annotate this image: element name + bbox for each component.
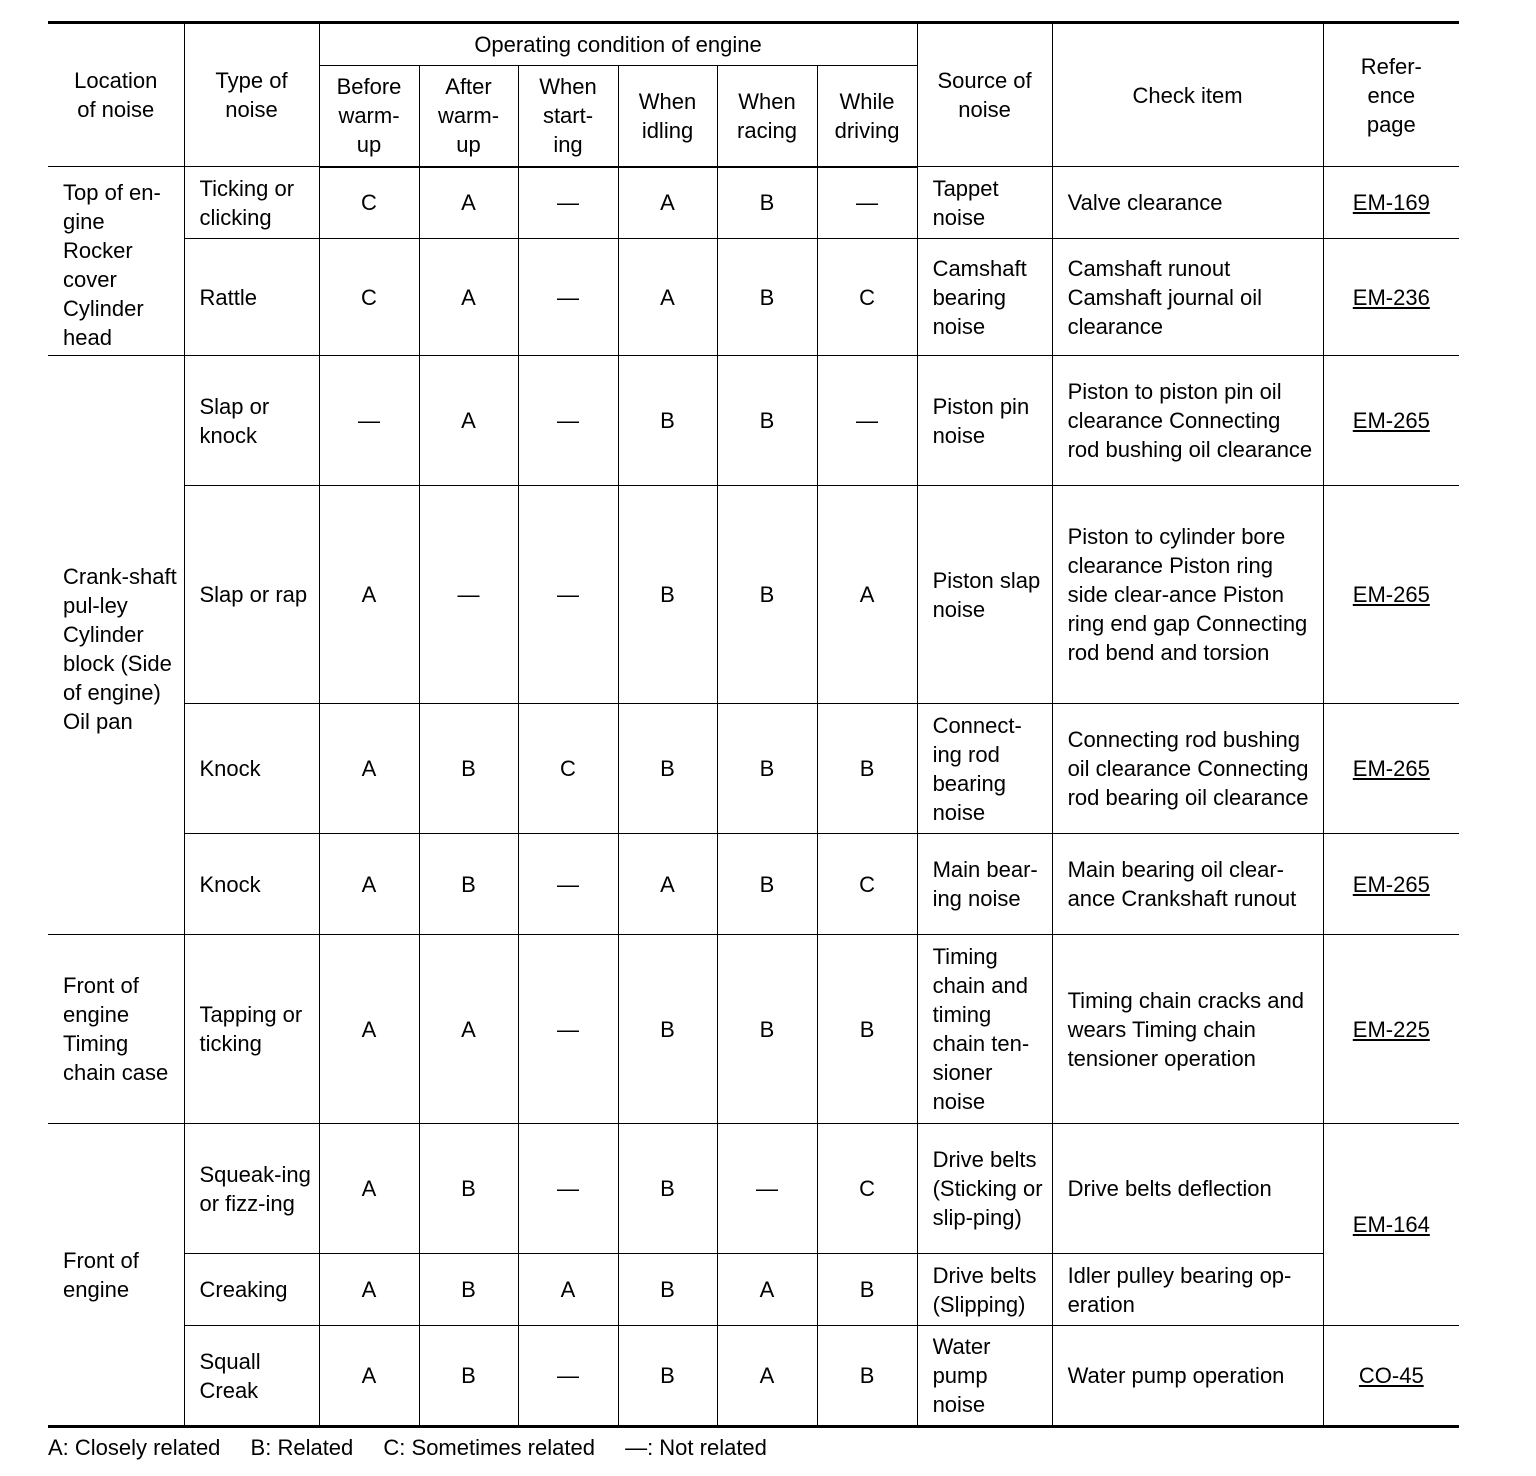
condition-after-warmup: B bbox=[419, 834, 518, 935]
check-item-cell: Piston to piston pin oil clearance Connecting rod bushing oil clearance bbox=[1052, 356, 1323, 486]
condition-while-driving: B bbox=[817, 1254, 917, 1326]
condition-before-warmup: A bbox=[319, 1254, 419, 1326]
condition-after-warmup: A bbox=[419, 935, 518, 1124]
condition-when-racing: B bbox=[717, 239, 817, 356]
check-item-cell: Drive belts deflection bbox=[1052, 1124, 1323, 1254]
condition-when-idling: B bbox=[618, 1254, 717, 1326]
reference-link[interactable]: EM-265 bbox=[1352, 756, 1430, 781]
noise-source-cell: Timing chain and timing chain ten-sioner noise bbox=[917, 935, 1052, 1124]
check-item-cell: Idler pulley bearing op-eration bbox=[1052, 1254, 1323, 1326]
table-row bbox=[48, 1326, 1459, 1427]
condition-while-driving: C bbox=[817, 834, 917, 935]
condition-before-warmup: A bbox=[319, 1124, 419, 1254]
reference-link[interactable]: EM-225 bbox=[1352, 1016, 1430, 1042]
condition-while-driving: C bbox=[817, 239, 917, 356]
header-operating-condition: Operating condition of engine bbox=[319, 23, 917, 66]
condition-after-warmup: A bbox=[419, 356, 518, 486]
condition-while-driving: — bbox=[817, 167, 917, 239]
noise-source-cell: Tappet noise bbox=[917, 167, 1052, 239]
noise-source-cell: Water pump noise bbox=[917, 1326, 1052, 1427]
condition-before-warmup: C bbox=[319, 239, 419, 356]
header-source: Source of noise bbox=[917, 23, 1052, 167]
reference-link[interactable]: EM-265 bbox=[1352, 871, 1430, 897]
condition-when-racing: B bbox=[717, 167, 817, 239]
condition-while-driving: B bbox=[817, 704, 917, 834]
legend-closely-related: A: Closely related bbox=[48, 1435, 221, 1460]
table-row bbox=[48, 704, 1459, 834]
table-row bbox=[48, 1124, 1459, 1254]
condition-when-idling: B bbox=[618, 935, 717, 1124]
condition-after-warmup: B bbox=[419, 1124, 518, 1254]
reference-page-cell bbox=[1323, 167, 1459, 239]
reference-link[interactable]: EM-164 bbox=[1352, 1212, 1430, 1237]
condition-when-idling: A bbox=[618, 167, 717, 239]
noise-source-cell: Piston pin noise bbox=[917, 356, 1052, 486]
header-check-item: Check item bbox=[1052, 23, 1323, 167]
noise-type-cell: Knock bbox=[184, 834, 319, 935]
legend bbox=[48, 1434, 791, 1462]
condition-when-starting: — bbox=[518, 1326, 618, 1427]
check-item-cell: Connecting rod bushing oil clearance Connecting rod bearing oil clearance bbox=[1052, 704, 1323, 834]
condition-before-warmup: A bbox=[319, 704, 419, 834]
engine-noise-table bbox=[48, 21, 1459, 1428]
location-cell: Crank-shaft pul-ley Cylinder block (Side of engine) Oil pan bbox=[48, 356, 184, 935]
condition-when-idling: B bbox=[618, 1326, 717, 1427]
condition-when-starting: — bbox=[518, 834, 618, 935]
condition-when-starting: — bbox=[518, 1124, 618, 1254]
condition-when-idling: A bbox=[618, 834, 717, 935]
condition-while-driving: B bbox=[817, 1326, 917, 1427]
condition-while-driving: — bbox=[817, 356, 917, 486]
condition-before-warmup: C bbox=[319, 167, 419, 239]
condition-when-starting: — bbox=[518, 935, 618, 1124]
condition-when-racing: B bbox=[717, 704, 817, 834]
condition-while-driving: B bbox=[817, 935, 917, 1124]
condition-before-warmup: A bbox=[319, 1326, 419, 1427]
check-item-cell: Camshaft runout Camshaft journal oil clearance bbox=[1052, 239, 1323, 356]
condition-when-racing: B bbox=[717, 834, 817, 935]
location-cell: Front of engine Timing chain case bbox=[48, 935, 184, 1124]
header-type: Type of noise bbox=[184, 23, 319, 167]
noise-type-cell: Rattle bbox=[184, 239, 319, 356]
reference-page-cell bbox=[1323, 935, 1459, 1124]
table-row bbox=[48, 1254, 1459, 1326]
table-row bbox=[48, 834, 1459, 935]
header-when-starting: When start-ing bbox=[518, 66, 618, 167]
condition-after-warmup: A bbox=[419, 167, 518, 239]
noise-source-cell: Camshaft bearing noise bbox=[917, 239, 1052, 356]
location-cell: Top of en-gine Rocker cover Cylinder head bbox=[48, 167, 184, 356]
condition-when-starting: — bbox=[518, 167, 618, 239]
condition-when-starting: — bbox=[518, 356, 618, 486]
condition-after-warmup: B bbox=[419, 704, 518, 834]
condition-when-racing: B bbox=[717, 486, 817, 704]
header-location: Location of noise bbox=[48, 23, 184, 167]
noise-type-cell: Slap or knock bbox=[184, 356, 319, 486]
condition-when-idling: B bbox=[618, 356, 717, 486]
check-item-cell: Water pump operation bbox=[1052, 1326, 1323, 1427]
condition-after-warmup: — bbox=[419, 486, 518, 704]
table-row bbox=[48, 356, 1459, 486]
noise-source-cell: Main bear-ing noise bbox=[917, 834, 1052, 935]
condition-when-starting: C bbox=[518, 704, 618, 834]
condition-when-idling: B bbox=[618, 486, 717, 704]
noise-source-cell: Drive belts (Sticking or slip-ping) bbox=[917, 1124, 1052, 1254]
reference-link[interactable]: EM-169 bbox=[1352, 190, 1430, 215]
legend-related: B: Related bbox=[250, 1435, 354, 1460]
noise-type-cell: Tapping or ticking bbox=[184, 935, 319, 1124]
condition-when-starting: A bbox=[518, 1254, 618, 1326]
condition-after-warmup: B bbox=[419, 1254, 518, 1326]
condition-while-driving: A bbox=[817, 486, 917, 704]
noise-type-cell: Knock bbox=[184, 704, 319, 834]
header-before-warmup: Before warm-up bbox=[319, 66, 419, 167]
reference-page-cell bbox=[1323, 239, 1459, 356]
noise-type-cell: Squall Creak bbox=[184, 1326, 319, 1427]
condition-when-starting: — bbox=[518, 486, 618, 704]
condition-before-warmup: A bbox=[319, 486, 419, 704]
reference-link[interactable]: CO-45 bbox=[1358, 1363, 1424, 1388]
reference-link[interactable]: EM-265 bbox=[1352, 408, 1430, 433]
header-after-warmup: After warm-up bbox=[419, 66, 518, 167]
noise-source-cell: Drive belts (Slipping) bbox=[917, 1254, 1052, 1326]
noise-type-cell: Ticking or clicking bbox=[184, 167, 319, 239]
check-item-cell: Piston to cylinder bore clearance Piston ring side clear-ance Piston ring end gap Connecting rod bend and torsion bbox=[1052, 486, 1323, 704]
condition-when-idling: B bbox=[618, 1124, 717, 1254]
header-when-racing: When racing bbox=[717, 66, 817, 167]
table-row bbox=[48, 239, 1459, 356]
reference-page-cell bbox=[1323, 486, 1459, 704]
check-item-cell: Timing chain cracks and wears Timing chain tensioner operation bbox=[1052, 935, 1323, 1124]
noise-source-cell: Piston slap noise bbox=[917, 486, 1052, 704]
noise-type-cell: Creaking bbox=[184, 1254, 319, 1326]
noise-type-cell: Slap or rap bbox=[184, 486, 319, 704]
location-cell: Front of engine bbox=[48, 1124, 184, 1427]
check-item-cell: Valve clearance bbox=[1052, 167, 1323, 239]
reference-page-cell bbox=[1323, 834, 1459, 935]
condition-before-warmup: A bbox=[319, 935, 419, 1124]
reference-link[interactable]: EM-236 bbox=[1352, 284, 1430, 310]
condition-when-idling: A bbox=[618, 239, 717, 356]
condition-after-warmup: A bbox=[419, 239, 518, 356]
reference-page-cell bbox=[1323, 1326, 1459, 1427]
table-row bbox=[48, 167, 1459, 239]
reference-page-cell bbox=[1323, 1124, 1459, 1326]
legend-sometimes-related: C: Sometimes related bbox=[383, 1435, 595, 1460]
condition-when-idling: B bbox=[618, 704, 717, 834]
header-when-idling: When idling bbox=[618, 66, 717, 167]
check-item-cell: Main bearing oil clear-ance Crankshaft runout bbox=[1052, 834, 1323, 935]
noise-source-cell: Connect-ing rod bearing noise bbox=[917, 704, 1052, 834]
reference-page-cell bbox=[1323, 356, 1459, 486]
noise-type-cell: Squeak-ing or fizz-ing bbox=[184, 1124, 319, 1254]
condition-while-driving: C bbox=[817, 1124, 917, 1254]
condition-when-starting: — bbox=[518, 239, 618, 356]
condition-when-racing: A bbox=[717, 1254, 817, 1326]
header-reference-page: Refer-ence page bbox=[1323, 23, 1459, 167]
condition-when-racing: A bbox=[717, 1326, 817, 1427]
legend-not-related: —: Not related bbox=[625, 1435, 767, 1460]
condition-when-racing: — bbox=[717, 1124, 817, 1254]
table-row bbox=[48, 935, 1459, 1124]
condition-before-warmup: A bbox=[319, 834, 419, 935]
condition-before-warmup: — bbox=[319, 356, 419, 486]
reference-link[interactable]: EM-265 bbox=[1352, 582, 1430, 607]
header-while-driving: While driving bbox=[817, 66, 917, 167]
condition-after-warmup: B bbox=[419, 1326, 518, 1427]
condition-when-racing: B bbox=[717, 356, 817, 486]
table-row bbox=[48, 486, 1459, 704]
reference-page-cell bbox=[1323, 704, 1459, 834]
condition-when-racing: B bbox=[717, 935, 817, 1124]
